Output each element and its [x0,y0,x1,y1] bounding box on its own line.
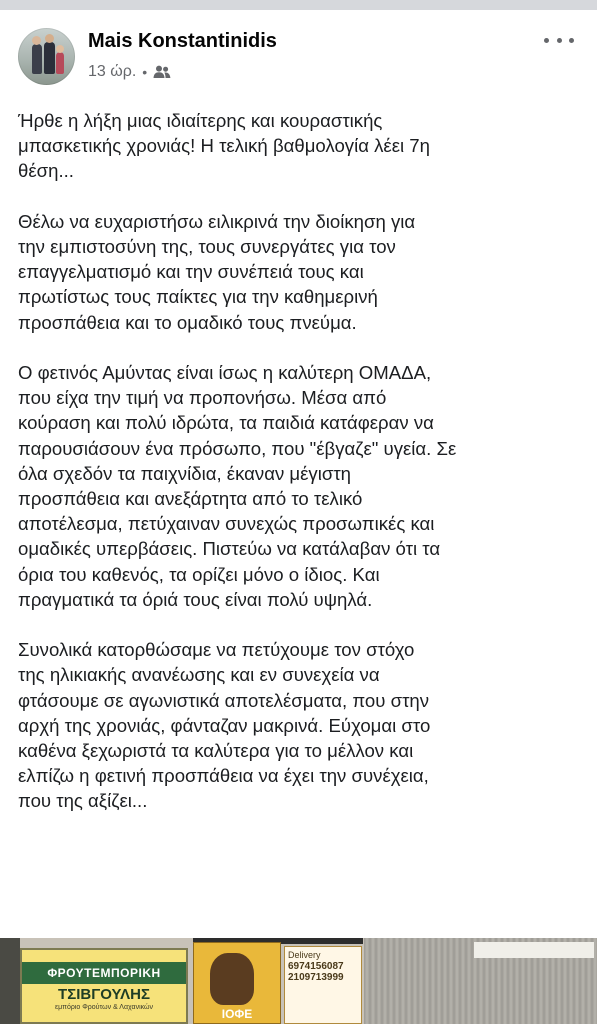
author-avatar[interactable] [18,28,75,85]
poster-brand: ΙΟΦΕ [221,1007,253,1021]
top-strip [0,0,597,10]
shop-sign-name: ΤΣΙΒΓΟΥΛΗΣ [58,986,150,1003]
poster-figure [210,953,254,1005]
shop-sign-subtitle: εμπόριο Φρούτων & Λαχανικών [54,1004,154,1011]
photo-shadow [0,938,20,1024]
post-meta [88,63,171,81]
post-header [18,28,578,90]
delivery-card [284,946,362,1024]
shop-shutter [364,938,597,1024]
post-photo[interactable] [0,938,597,1024]
more-dot [544,38,549,43]
post-paragraph: Θέλω να ευχαριστήσω ειλικρινά την διοίκηση για την εμπιστοσύνη της, τους συνεργάτες για τον επαγγελματισμό και την συνέπειά τους και πρωτίστως τους παίκτες για την καθημερινή προσπάθεια και το ομαδικό τους πνεύμα. [18,210,416,333]
delivery-card-title: Delivery [288,950,321,960]
more-dot [569,38,574,43]
friends-icon [153,65,171,79]
poster [193,942,281,1024]
shutter-sign [474,942,594,958]
post-paragraph: Ο φετινός Αμύντας είναι ίσως η καλύτερη ΟΜΑΔΑ, που είχα την τιμή να προπονήσω. Μέσα από κούραση και πολύ ιδρώτα, τα παιδιά κατάφεραν να παρουσιάσουν ένα πρόσωπο, που "έβγαζε" υγεία. Σε όλα σχεδόν τα παιχνίδια, έκαναν μέγιστη προσπάθεια και ανεξάρτητα από το τελικό αποτέλεσμα, πετύχαιναν συνεχώς προσωπικές και ομαδικές υπερβάσεις. Πιστεύω να κατάλαβαν ότι τα όρια του καθενός, τα ορίζει μόνο ο ίδιος. Και πραγματικά τα όριά τους είναι πολύ υψηλά. [18,362,457,610]
post-timestamp[interactable]: 13 ώρ. [88,63,137,80]
shop-sign [20,948,188,1024]
shop-sign-title: ΦΡΟΥΤΕΜΠΟΡΙΚΗ [22,962,186,984]
delivery-card-phone: 2109713999 [288,972,344,983]
post-text [18,108,584,839]
meta-separator: • [142,64,148,80]
more-dot [557,38,562,43]
more-options-icon[interactable] [544,32,574,48]
delivery-card-phone: 6974156087 [288,961,344,972]
author-name[interactable]: Mais Konstantinidis [88,30,277,52]
post-paragraph: Συνολικά κατορθώσαμε να πετύχουμε τον στόχο της ηλικιακής ανανέωσης και εν συνεχεία να φτάσουμε σε αγωνιστικά αποτελέσματα, που στην αρχή της χρονιάς, φάνταζαν μακρινά. Εύχομαι στο καθένα ξεχωριστά τα καλύτερα για το μέλλον και ελπίζω η φετινή προσπάθεια να έχει την συνέχεια, που της αξίζει... [18,639,431,812]
post-paragraph: Ήρθε η λήξη μιας ιδιαίτερης και κουραστικής μπασκετικής χρονιάς! Η τελική βαθμολογία λέει 7η θέση... [18,110,430,182]
